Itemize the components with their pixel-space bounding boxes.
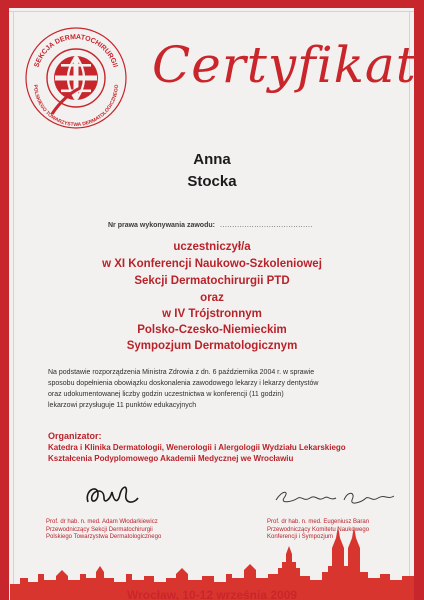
organizer-line: Katedra i Klinika Dermatologii, Wenerologii i Alergologii Wydziału Lekarskiego: [48, 443, 346, 452]
inner-rule-left: [13, 11, 14, 600]
participation-line: Sekcji Dermatochirurgii PTD: [134, 275, 290, 287]
right-signatory-name: Prof. dr hab. n. med. Eugeniusz Baran: [267, 519, 370, 525]
organizer-label: Organizator:: [48, 431, 102, 441]
regulation-text: Na podstawie rozporządzenia Ministra Zdrowia z dn. 6 października 2004 r. w sprawie: [48, 369, 315, 376]
event-place-date: Wrocław, 10-12 września 2009: [126, 588, 298, 600]
society-logo: [24, 26, 128, 130]
right-signatory-event: Konferencji i Sympozjum: [267, 534, 334, 540]
left-signature: [82, 480, 152, 510]
participation-line: Polsko-Czesko-Niemieckim: [137, 324, 287, 336]
license-dots: ......................................: [219, 222, 313, 229]
recipient-last-name: Stocka: [187, 173, 237, 190]
participation-line: uczestniczył/a: [173, 241, 251, 253]
left-signatory-name: Prof. dr hab. n. med. Adam Włodarkiewicz: [46, 519, 158, 525]
left-signatory-role: Przewodniczący Sekcji Dermatochirurgii: [46, 526, 153, 533]
organizer-line: Kształcenia Podyplomowego Akademii Medycznej we Wrocławiu: [48, 454, 294, 463]
certificate-title: Certyfikat: [152, 36, 417, 94]
logo-arc-top-text: SEKCJA DERMATOCHIRURGII: [33, 33, 119, 69]
right-signatory-role: Przewodniczący Komitetu Naukowego: [267, 526, 370, 533]
regulation-text: oraz udokumentowanej liczby godzin uczestnictwa w konferencji (11 godzin): [48, 391, 284, 398]
left-signatory-org: Polskiego Towarzystwa Dermatologicznego: [46, 534, 162, 540]
license-label: Nr prawa wykonywania zawodu:: [108, 222, 215, 229]
globe-icon: [52, 56, 98, 114]
participation-line: Sympozjum Dermatologicznym: [126, 340, 298, 352]
participation-line: w IV Trójstronnym: [162, 308, 262, 320]
border-top: [0, 0, 424, 8]
participation-line: w XI Konferencji Naukowo-Szkoleniowej: [102, 258, 322, 270]
participation-line: oraz: [200, 292, 224, 304]
right-signature: [272, 486, 402, 510]
inner-rule-top: [9, 11, 414, 12]
license-number-line: [108, 222, 313, 229]
regulation-text: sposobu dopełnienia obowiązku doskonalenia zawodowego lekarzy i lekarzy dentystów: [48, 380, 319, 387]
regulation-text: lekarzowi przysługuje 11 punktów edukacyjnych: [48, 402, 197, 409]
logo-arc-bottom-text: POLSKIEGO TOWARZYSTWA DERMATOLOGICZNEGO: [31, 84, 121, 129]
recipient-first-name: Anna: [193, 151, 231, 168]
inner-rule-right: [409, 11, 410, 600]
